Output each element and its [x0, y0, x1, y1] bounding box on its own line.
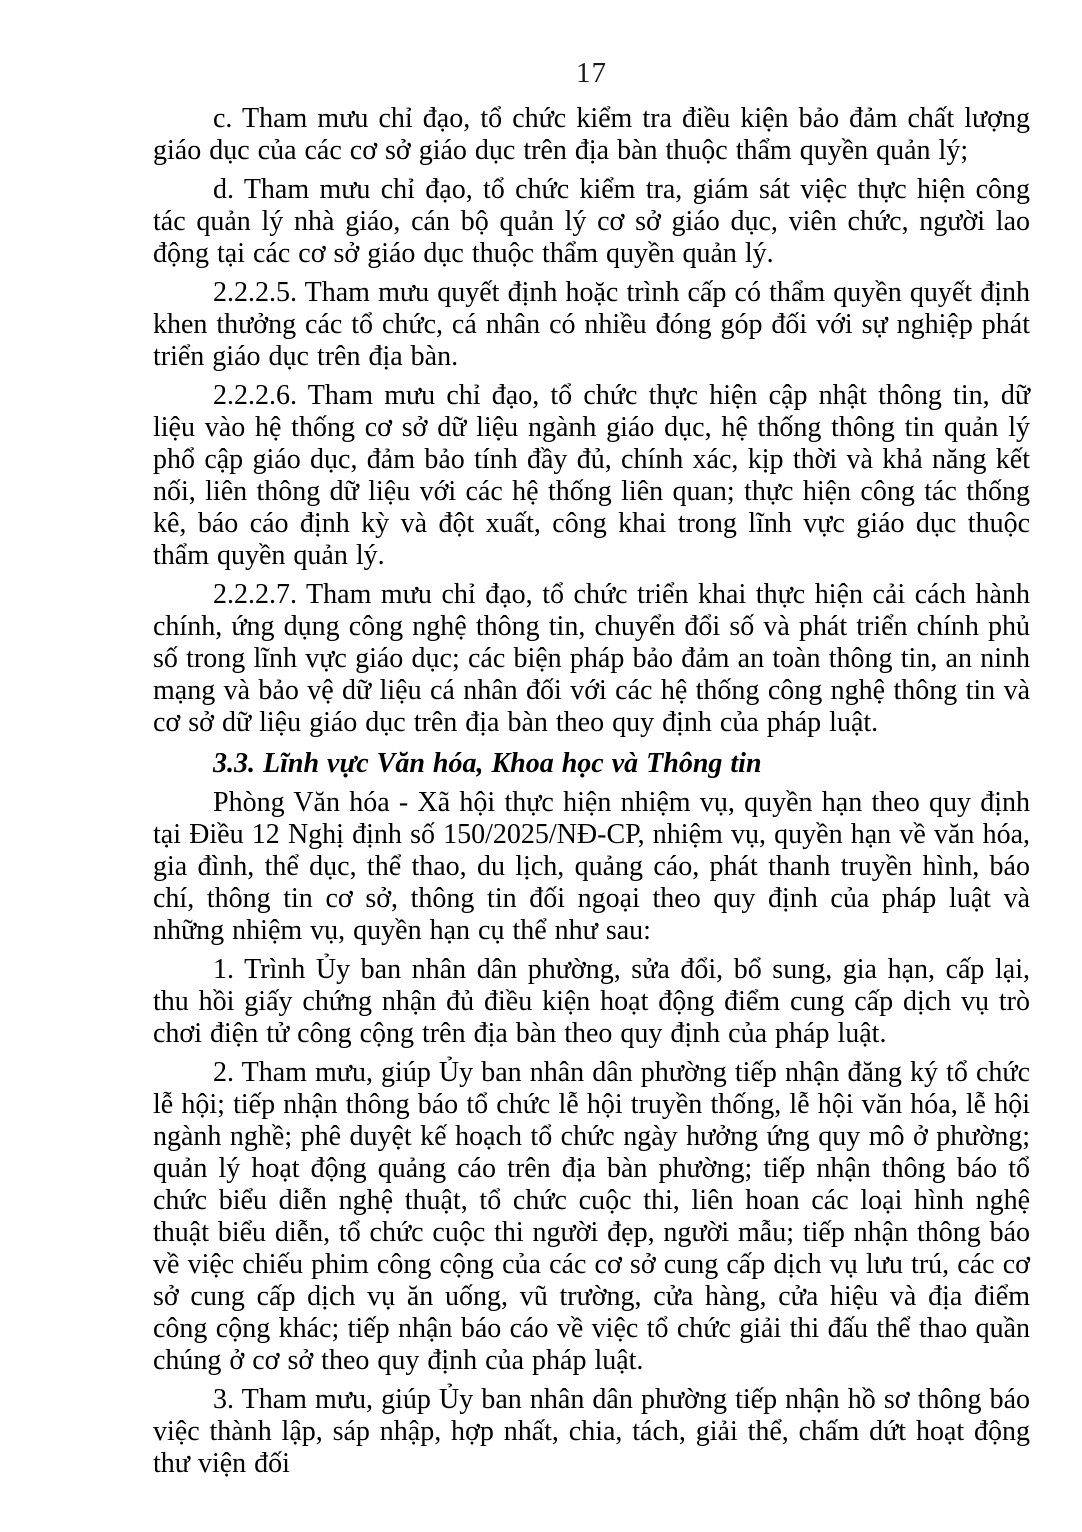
paragraph-section-intro: Phòng Văn hóa - Xã hội thực hiện nhiệm vụ, quyền hạn theo quy định tại Điều 12 Nghị định số 150/2025/NĐ-CP, nhiệm vụ, quyền hạn về văn hóa, gia đình, thể dục, thể thao, du lịch, quảng cáo, phát thanh truyền hình, báo chí, thông tin cơ sở, thông tin đối ngoại theo quy định của pháp luật và những nhiệm vụ, quyền hạn cụ thể như sau: — [153, 787, 1030, 946]
paragraph-clause-2-2-2-7: 2.2.2.7. Tham mưu chỉ đạo, tổ chức triển khai thực hiện cải cách hành chính, ứng dụng công nghệ thông tin, chuyển đổi số và phát triển chính phủ số trong lĩnh vực giáo dục; các biện pháp bảo đảm an toàn thông tin, an ninh mạng và bảo vệ dữ liệu cá nhân đối với các hệ thống công nghệ thông tin và cơ sở dữ liệu giáo dục trên địa bàn theo quy định của pháp luật. — [153, 579, 1030, 738]
paragraph-point-d: d. Tham mưu chỉ đạo, tổ chức kiểm tra, giám sát việc thực hiện công tác quản lý nhà giáo, cán bộ quản lý cơ sở giáo dục, viên chức, người lao động tại các cơ sở giáo dục thuộc thẩm quyền quản lý. — [153, 174, 1030, 269]
paragraph-item-2: 2. Tham mưu, giúp Ủy ban nhân dân phường tiếp nhận đăng ký tổ chức lễ hội; tiếp nhận thông báo tổ chức lễ hội truyền thống, lễ hội văn hóa, lễ hội ngành nghề; phê duyệt kế hoạch tổ chức ngày hưởng ứng quy mô ở phường; quản lý hoạt động quảng cáo trên địa bàn phường; tiếp nhận thông báo tổ chức biểu diễn nghệ thuật, tổ chức cuộc thi, liên hoan các loại hình nghệ thuật biểu diễn, tổ chức cuộc thi người đẹp, người mẫu; tiếp nhận thông báo về việc chiếu phim công cộng của các cơ sở cung cấp dịch vụ lưu trú, các cơ sở cung cấp dịch vụ ăn uống, vũ trường, cửa hàng, cửa hiệu và địa điểm công cộng khác; tiếp nhận báo cáo về việc tổ chức giải thi đấu thể thao quần chúng ở cơ sở theo quy định của pháp luật. — [153, 1057, 1030, 1376]
page-number: 17 — [576, 57, 607, 89]
paragraph-point-c: c. Tham mưu chỉ đạo, tổ chức kiểm tra điều kiện bảo đảm chất lượng giáo dục của các cơ sở giáo dục trên địa bàn thuộc thẩm quyền quản lý; — [153, 103, 1030, 166]
paragraph-clause-2-2-2-5: 2.2.2.5. Tham mưu quyết định hoặc trình cấp có thẩm quyền quyết định khen thưởng các tổ chức, cá nhân có nhiều đóng góp đối với sự nghiệp phát triển giáo dục trên địa bàn. — [153, 277, 1030, 372]
paragraph-item-3: 3. Tham mưu, giúp Ủy ban nhân dân phường tiếp nhận hồ sơ thông báo việc thành lập, sáp nhập, hợp nhất, chia, tách, giải thể, chấm dứt hoạt động thư viện đối — [153, 1384, 1030, 1479]
section-heading-3-3: 3.3. Lĩnh vực Văn hóa, Khoa học và Thông tin — [213, 748, 762, 779]
document-body — [153, 103, 1030, 1480]
paragraph-clause-2-2-2-6: 2.2.2.6. Tham mưu chỉ đạo, tổ chức thực hiện cập nhật thông tin, dữ liệu vào hệ thống cơ sở dữ liệu ngành giáo dục, hệ thống thông tin quản lý phổ cập giáo dục, đảm bảo tính đầy đủ, chính xác, kịp thời và khả năng kết nối, liên thông dữ liệu với các hệ thống liên quan; thực hiện công tác thống kê, báo cáo định kỳ và đột xuất, công khai trong lĩnh vực giáo dục thuộc thẩm quyền quản lý. — [153, 380, 1030, 571]
paragraph-item-1: 1. Trình Ủy ban nhân dân phường, sửa đổi, bổ sung, gia hạn, cấp lại, thu hồi giấy chứng nhận đủ điều kiện hoạt động điểm cung cấp dịch vụ trò chơi điện tử công cộng trên địa bàn theo quy định của pháp luật. — [153, 954, 1030, 1049]
